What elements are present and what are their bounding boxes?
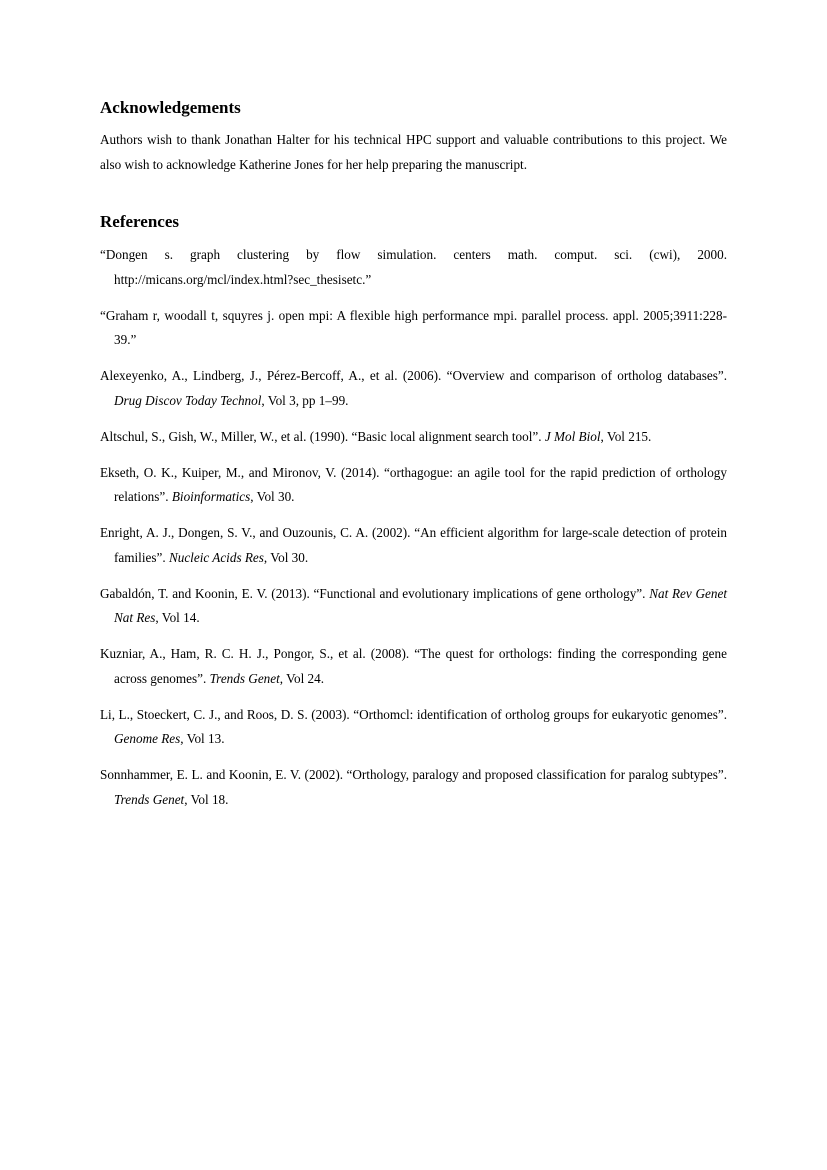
reference-item bbox=[100, 304, 727, 353]
reference-main: Sonnhammer, E. L. and Koonin, E. V. (2002). “Orthology, paralogy and proposed classification for paralog subtypes”. bbox=[100, 767, 727, 782]
reference-tail: , Vol 14. bbox=[155, 610, 200, 625]
reference-item bbox=[100, 364, 727, 413]
references-heading: References bbox=[100, 212, 179, 231]
reference-list bbox=[100, 243, 727, 812]
reference-main: Kuzniar, A., Ham, R. C. H. J., Pongor, S., et al. (2008). “The quest for orthologs: finding the corresponding gene across genomes”. bbox=[100, 646, 727, 686]
reference-item bbox=[100, 642, 727, 691]
reference-main: Enright, A. J., Dongen, S. V., and Ouzounis, C. A. (2002). “An efficient algorithm for large-scale detection of protein families”. bbox=[100, 525, 727, 565]
reference-main: Altschul, S., Gish, W., Miller, W., et al. (1990). “Basic local alignment search tool”. bbox=[100, 428, 545, 444]
reference-tail: , Vol 24. bbox=[279, 670, 325, 686]
references-section bbox=[100, 210, 727, 812]
reference-journal: Genome Res bbox=[114, 731, 181, 746]
reference-main: Gabaldón, T. and Koonin, E. V. (2013). “Functional and evolutionary implications of gene orthology”. bbox=[100, 585, 650, 601]
reference-tail: , Vol 30. bbox=[250, 489, 295, 504]
reference-journal: Trends Genet bbox=[209, 670, 280, 686]
reference-tail: , Vol 18. bbox=[184, 791, 229, 807]
acknowledgements-heading: Acknowledgements bbox=[100, 98, 241, 117]
reference-journal: J Mol Biol bbox=[544, 428, 601, 444]
reference-journal: Trends Genet bbox=[114, 791, 185, 807]
reference-tail: , Vol 215. bbox=[600, 428, 652, 444]
reference-journal: Nat Rev Genet Nat Res bbox=[114, 585, 727, 625]
reference-main: Alexeyenko, A., Lindberg, J., Pérez-Bercoff, A., et al. (2006). “Overview and comparison of ortholog databases”. bbox=[100, 368, 727, 383]
reference-item bbox=[100, 703, 727, 752]
reference-main: “Graham r, woodall t, squyres j. open mpi: A flexible high performance mpi. parallel process. appl. 2005;3911:228-39.” bbox=[100, 307, 727, 347]
reference-item bbox=[100, 243, 727, 292]
acknowledgements-section bbox=[100, 96, 727, 177]
reference-main: Li, L., Stoeckert, C. J., and Roos, D. S. (2003). “Orthomcl: identification of ortholog groups for eukaryotic genomes”. bbox=[100, 706, 727, 722]
reference-tail: , Vol 3, pp 1–99. bbox=[261, 392, 349, 408]
acknowledgements-text: Authors wish to thank Jonathan Halter for his technical HPC support and valuable contributions to this project. We also wish to acknowledge Katherine Jones for her help preparing the manuscript. bbox=[100, 132, 727, 172]
reference-journal: Nucleic Acids Res bbox=[168, 549, 264, 565]
reference-item bbox=[100, 521, 727, 570]
reference-tail: , Vol 13. bbox=[180, 731, 225, 746]
reference-item bbox=[100, 461, 727, 510]
reference-item bbox=[100, 425, 727, 450]
reference-item bbox=[100, 582, 727, 631]
reference-item bbox=[100, 763, 727, 812]
reference-tail: , Vol 30. bbox=[263, 549, 309, 565]
document-page bbox=[100, 96, 727, 824]
reference-main: “Dongen s. graph clustering by flow simulation. centers math. comput. sci. (cwi), 2000. http://micans.org/mcl/index.html?sec_thesisetc.” bbox=[100, 247, 727, 287]
reference-main: Ekseth, O. K., Kuiper, M., and Mironov, V. (2014). “orthagogue: an agile tool for the rapid prediction of orthology relations”. bbox=[100, 464, 727, 504]
reference-journal: Bioinformatics bbox=[171, 489, 251, 504]
reference-journal: Drug Discov Today Technol bbox=[114, 392, 262, 408]
